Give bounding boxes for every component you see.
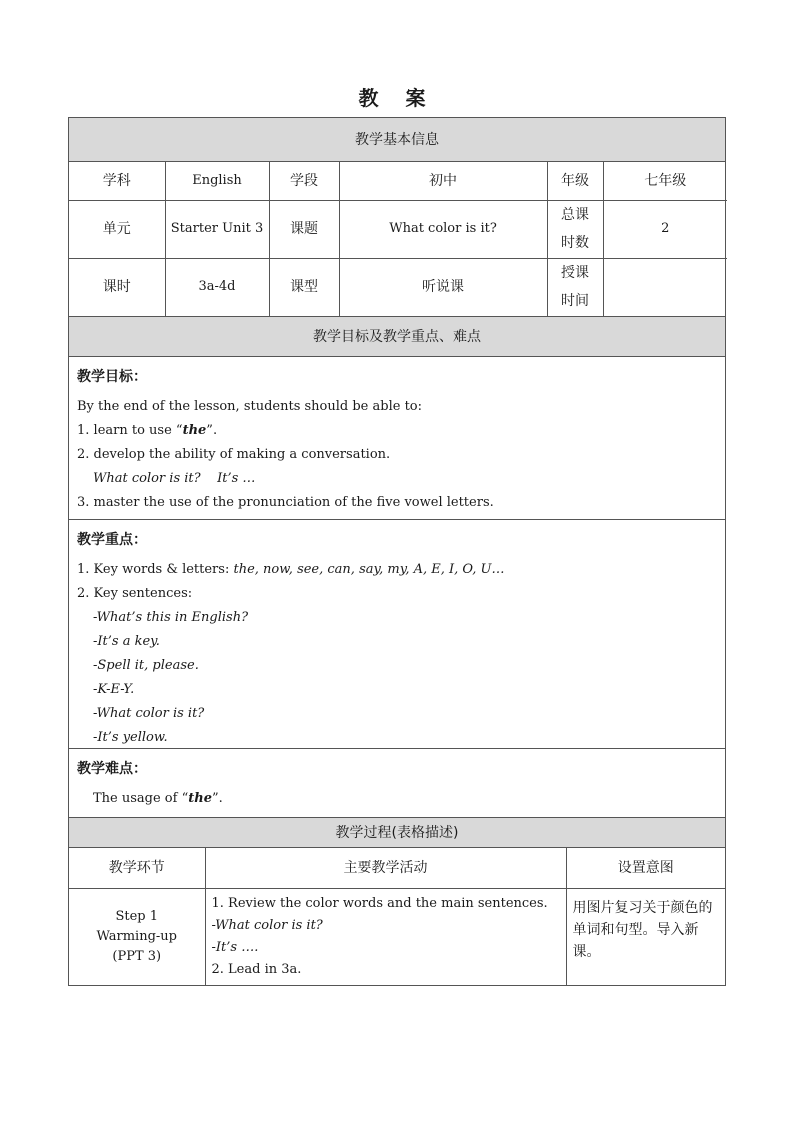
activities-cell bbox=[205, 889, 566, 986]
basic-info-header: 教学基本信息 bbox=[69, 118, 725, 162]
process-table bbox=[69, 848, 725, 985]
total-periods-value: 2 bbox=[603, 200, 727, 258]
key-words-line bbox=[77, 558, 717, 582]
basic-row-period bbox=[69, 258, 727, 316]
lesson-plan-table bbox=[68, 117, 726, 986]
step-cell bbox=[69, 889, 205, 986]
basic-row-unit bbox=[69, 200, 727, 258]
grade-value: 七年级 bbox=[603, 162, 727, 200]
goals-line: 3. master the use of the pronunciation of the five vowel letters. bbox=[77, 495, 494, 510]
unit-value: Starter Unit 3 bbox=[165, 200, 269, 258]
basic-row-subject bbox=[69, 162, 727, 200]
key-words-prefix: 1. Key words & letters: bbox=[77, 562, 234, 577]
column-header-activities: 主要教学活动 bbox=[205, 848, 566, 889]
teaching-time-value bbox=[603, 258, 727, 316]
topic-label: 课题 bbox=[269, 200, 339, 258]
stage-label: 学段 bbox=[269, 162, 339, 200]
key-sentence: -What color is it? bbox=[93, 706, 205, 721]
key-sentence: -What’s this in English? bbox=[93, 610, 249, 625]
subject-label: 学科 bbox=[69, 162, 165, 200]
type-value: 听说课 bbox=[339, 258, 547, 316]
teaching-time-label-line2: 时间 bbox=[561, 293, 589, 310]
total-periods-label-line2: 时数 bbox=[561, 235, 589, 251]
process-columns bbox=[69, 848, 725, 889]
key-points-heading: 教学重点： bbox=[77, 532, 147, 548]
subject-value: English bbox=[165, 162, 269, 200]
key-sentence: -It’s yellow. bbox=[93, 730, 168, 745]
difficulty-block bbox=[69, 749, 725, 818]
key-sentence: -It’s a key. bbox=[93, 634, 160, 649]
key-sentence: -K-E-Y. bbox=[93, 682, 135, 697]
key-words-items: the, now, see, can, say, my, A, E, I, O, U… bbox=[233, 562, 505, 577]
activity-line: -What color is it? bbox=[211, 918, 323, 933]
teaching-time-label-line1: 授课 bbox=[561, 265, 589, 282]
process-header: 教学过程(表格描述) bbox=[69, 818, 725, 848]
topic-value: What color is it? bbox=[339, 200, 547, 258]
goals-heading: 教学目标： bbox=[77, 369, 147, 385]
intent-cell: 用图片复习关于颜色的单词和句型。导入新课。 bbox=[566, 889, 725, 986]
column-header-intent: 设置意图 bbox=[566, 848, 725, 889]
goals-line: 2. develop the ability of making a conversation. bbox=[77, 447, 391, 462]
column-header-phase: 教学环节 bbox=[69, 848, 205, 889]
goals-line: 1. learn to use “the”. bbox=[77, 423, 218, 438]
objectives-header: 教学目标及教学重点、难点 bbox=[69, 316, 725, 357]
step-phase: Warming-up bbox=[96, 929, 177, 944]
activity-line: 2. Lead in 3a. bbox=[211, 962, 302, 977]
goals-block bbox=[69, 357, 725, 520]
unit-label: 单元 bbox=[69, 200, 165, 258]
total-periods-label bbox=[547, 200, 603, 258]
table-row bbox=[69, 889, 725, 986]
total-periods-label-line1: 总课 bbox=[561, 207, 589, 223]
period-value: 3a-4d bbox=[165, 258, 269, 316]
teaching-time-label bbox=[547, 258, 603, 316]
key-points-block bbox=[69, 520, 725, 749]
key-sentences-line: 2. Key sentences: bbox=[77, 586, 193, 601]
basic-info-table bbox=[69, 162, 727, 316]
period-label: 课时 bbox=[69, 258, 165, 316]
grade-label: 年级 bbox=[547, 162, 603, 200]
step-number: Step 1 bbox=[115, 909, 159, 924]
difficulty-line: The usage of “the”. bbox=[93, 791, 223, 806]
type-label: 课型 bbox=[269, 258, 339, 316]
key-sentence: -Spell it, please. bbox=[93, 658, 199, 673]
page-title: 教 案 bbox=[358, 86, 436, 110]
stage-value: 初中 bbox=[339, 162, 547, 200]
activity-line: 1. Review the color words and the main sentences. bbox=[211, 896, 548, 911]
step-ppt: (PPT 3) bbox=[112, 949, 162, 964]
activity-line: -It’s …. bbox=[211, 940, 259, 955]
goals-line: By the end of the lesson, students should be able to: bbox=[77, 399, 422, 414]
difficulty-heading: 教学难点： bbox=[77, 761, 147, 777]
goals-example: What color is it? It’s … bbox=[93, 471, 256, 486]
